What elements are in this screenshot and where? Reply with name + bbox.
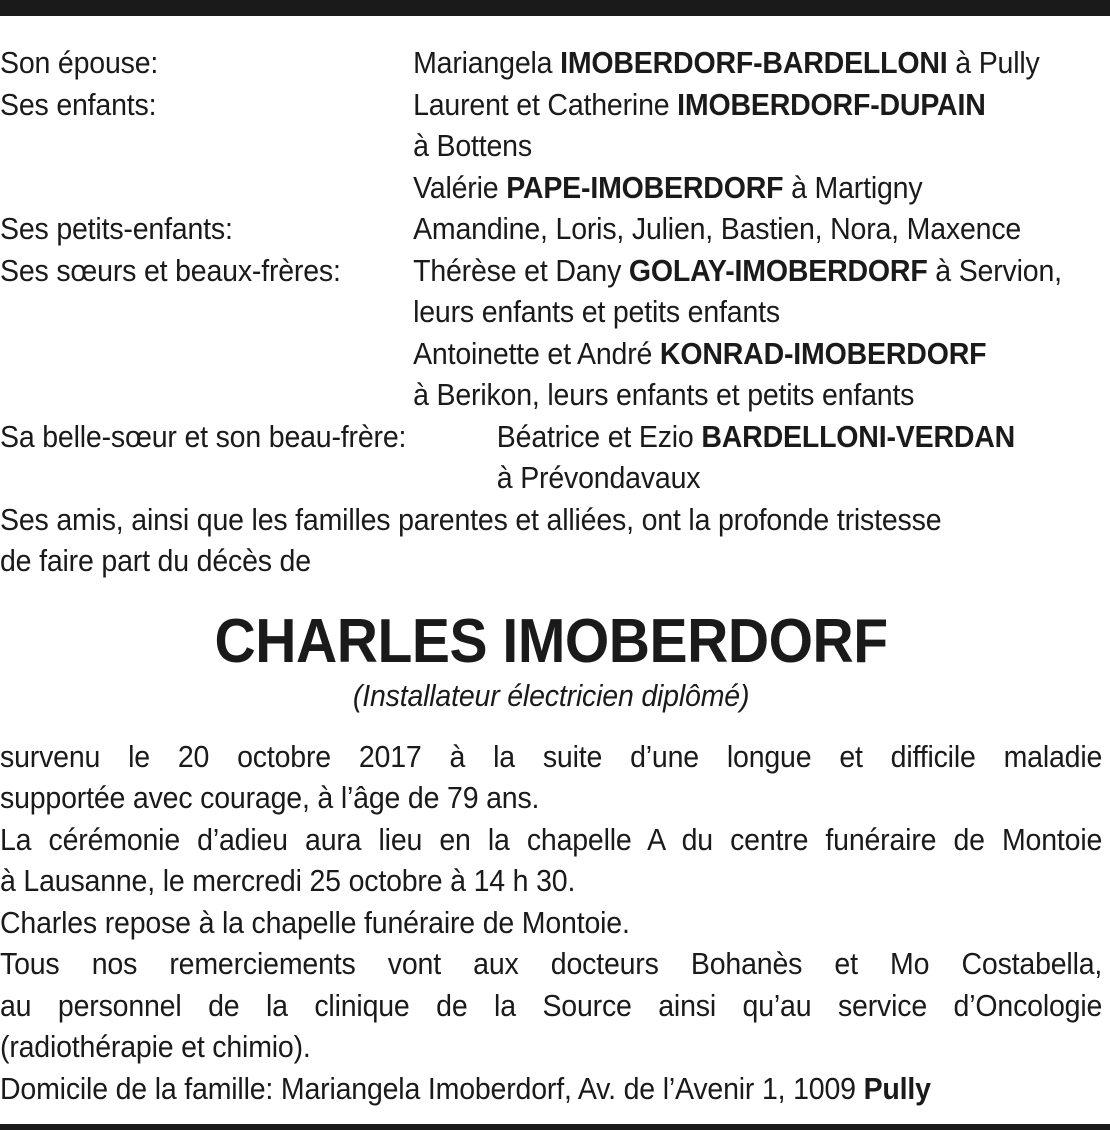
family-text: Amandine, Loris, Julien, Bastien, Nora, Maxence (413, 211, 1022, 246)
family-member-line (413, 167, 1102, 209)
family-text: Mariangela (413, 45, 561, 80)
notice-line: survenu le 20 octobre 2017 à la suite d’une longue et difficile maladie (0, 738, 1103, 774)
family-text: à Martigny (783, 169, 923, 205)
bottom-rule (0, 1124, 1110, 1130)
family-text: à Bottens (413, 128, 532, 163)
family-row (0, 208, 1102, 250)
family-surname: PAPE-IMOBERDORF (506, 169, 784, 205)
family-surname: IMOBERDORF-BARDELLONI (560, 45, 948, 80)
notice-line: à Lausanne, le mercredi 25 octobre à 14 h 30. (0, 863, 576, 898)
notice-line: supportée avec courage, à l’âge de 79 ans. (0, 780, 540, 815)
family-text: Béatrice et Ezio (496, 418, 702, 454)
deceased-profession: (Installateur électricien diplômé) (352, 677, 750, 713)
family-member-line (413, 125, 1102, 167)
family-text: à Servion, (927, 252, 1062, 288)
family-text: à Pully (947, 45, 1040, 80)
family-list (0, 42, 1102, 499)
family-member-line (413, 250, 1102, 292)
announcement (0, 499, 1102, 582)
family-relation-label: Ses enfants: (0, 86, 157, 122)
domicile-city: Pully (863, 1070, 931, 1106)
family-surname: KONRAD-IMOBERDORF (659, 335, 987, 371)
family-relation-label: Ses petits-enfants: (0, 211, 233, 246)
family-relation-label: Ses sœurs et beaux-frères: (0, 252, 341, 288)
obituary-notice (0, 42, 1103, 1109)
family-member-line (413, 374, 1102, 416)
deceased-name: CHARLES IMOBERDORF (214, 606, 888, 676)
family-member-line (413, 42, 1102, 84)
family-row (0, 416, 1102, 499)
family-surname: GOLAY-IMOBERDORF (628, 252, 928, 288)
notice-line: au personnel de la clinique de la Source ainsi qu’au service d’Oncologie (0, 987, 1103, 1023)
domicile-text: Domicile de la famille: Mariangela Imoberdorf, Av. de l’Avenir 1, 1009 (0, 1070, 864, 1106)
family-text: Antoinette et André (413, 335, 660, 371)
notice-body (0, 736, 1102, 1068)
family-surname: IMOBERDORF-DUPAIN (677, 86, 986, 122)
family-member-line (413, 291, 1102, 333)
family-members (497, 416, 1102, 499)
family-text: à Berikon, leurs enfants et petits enfants (413, 377, 915, 412)
notice-line: Charles repose à la chapelle funéraire de Montoie. (0, 904, 630, 940)
top-rule (0, 0, 1110, 16)
family-text: Valérie (413, 169, 507, 205)
family-row (0, 250, 1102, 416)
family-surname: BARDELLONI-VERDAN (701, 418, 1016, 454)
family-members (413, 250, 1102, 416)
notice-line: Tous nos remerciements vont aux docteurs Bohanès et Mo Costabella, (0, 946, 1103, 981)
family-text: Thérèse et Dany (413, 252, 629, 288)
family-member-line (497, 416, 1102, 458)
family-member-line (413, 333, 1102, 375)
family-member-line (497, 457, 1102, 499)
family-relation-label: Son épouse: (0, 45, 159, 80)
family-members (413, 84, 1102, 209)
family-row (0, 42, 1102, 84)
family-members (413, 208, 1102, 250)
family-domicile (0, 1068, 1102, 1110)
family-row (0, 84, 1102, 209)
family-relation-label: Sa belle-sœur et son beau-frère: (0, 418, 407, 454)
announcement-line: Ses amis, ainsi que les familles parentes et alliées, ont la profonde tristesse (0, 501, 942, 537)
family-member-line (413, 84, 1102, 126)
family-text: Laurent et Catherine (413, 86, 678, 122)
notice-line: (radiothérapie et chimio). (0, 1029, 311, 1064)
family-text: à Prévondavaux (496, 460, 701, 495)
announcement-line: de faire part du décès de (0, 543, 311, 578)
family-members (413, 42, 1102, 84)
family-text: leurs enfants et petits enfants (413, 294, 780, 329)
family-member-line (413, 208, 1102, 250)
notice-line: La cérémonie d’adieu aura lieu en la chapelle A du centre funéraire de Montoie (0, 821, 1103, 857)
